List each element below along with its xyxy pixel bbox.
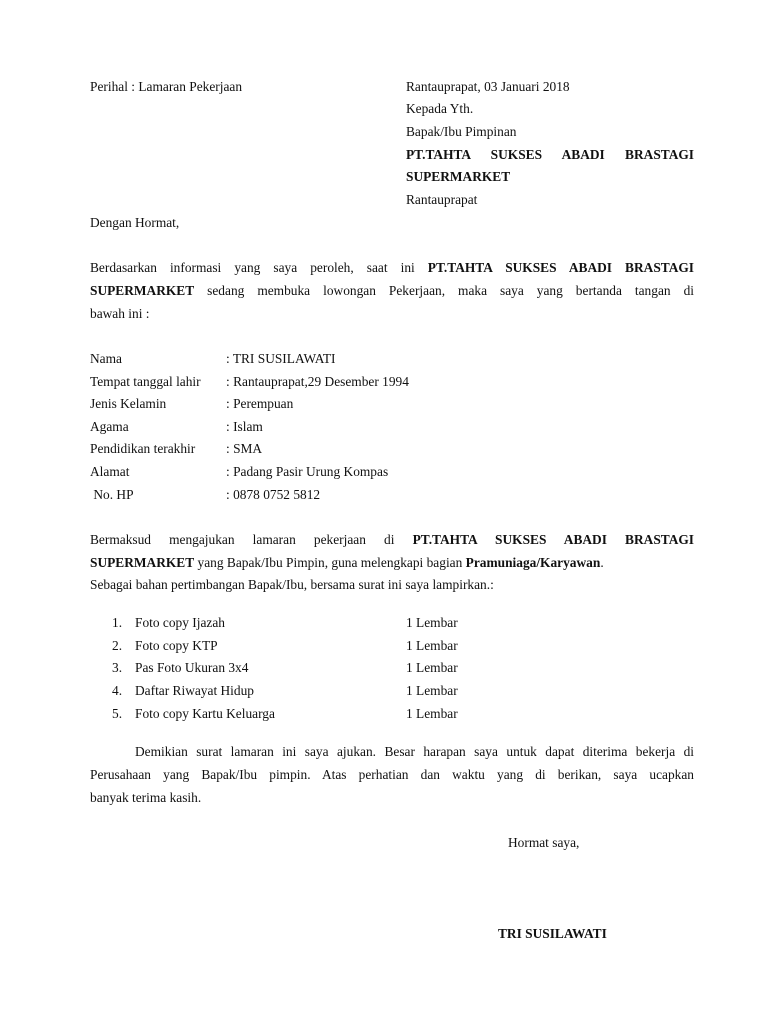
- list-quantity: 1 Lembar: [406, 615, 458, 630]
- identity-label: Nama: [90, 351, 122, 366]
- list-item: Foto copy Kartu Keluarga: [135, 706, 275, 721]
- list-quantity: 1 Lembar: [406, 706, 458, 721]
- list-quantity: 1 Lembar: [406, 638, 458, 653]
- purpose-company: PT.TAHTA SUKSES ABADI BRASTAGI: [412, 532, 694, 547]
- addressee-prefix: Kepada Yth.: [406, 101, 474, 116]
- intro-text-2: sedang membuka lowongan Pekerjaan, maka saya yang bertanda tangan di: [194, 283, 694, 298]
- identity-label: Alamat: [90, 464, 130, 479]
- intro-company: PT.TAHTA SUKSES ABADI BRASTAGI: [427, 260, 694, 275]
- list-quantity: 1 Lembar: [406, 660, 458, 675]
- company-name-line2: SUPERMARKET: [406, 169, 511, 184]
- intro-line-3: bawah ini :: [90, 306, 150, 321]
- identity-label: Agama: [90, 419, 129, 434]
- signoff: Hormat saya,: [508, 835, 580, 850]
- intro-text-1: Berdasarkan informasi yang saya peroleh, saat ini: [90, 260, 428, 275]
- identity-value: : 0878 0752 5812: [226, 487, 321, 502]
- list-item: Daftar Riwayat Hidup: [135, 683, 254, 698]
- purpose-line-3: Sebagai bahan pertimbangan Bapak/Ibu, bersama surat ini saya lampirkan.:: [90, 577, 494, 592]
- purpose-period: .: [600, 555, 604, 570]
- subject-line: Perihal : Lamaran Pekerjaan: [90, 79, 243, 94]
- closing-line-3: banyak terima kasih.: [90, 790, 202, 805]
- identity-value: : SMA: [226, 441, 263, 456]
- identity-value: : TRI SUSILAWATI: [226, 351, 336, 366]
- purpose-text-2: yang Bapak/Ibu Pimpin, guna melengkapi bagian: [194, 555, 466, 570]
- closing-line-1: Demikian surat lamaran ini saya ajukan. Besar harapan saya untuk dapat diterima bekerja di: [135, 744, 694, 759]
- list-item: Pas Foto Ukuran 3x4: [135, 660, 249, 675]
- closing-line-2: Perusahaan yang Bapak/Ibu pimpin. Atas perhatian dan waktu yang di berikan, saya ucapkan: [90, 767, 694, 782]
- addressee-title: Bapak/Ibu Pimpinan: [406, 124, 517, 139]
- purpose-company-cont: SUPERMARKET: [90, 555, 195, 570]
- purpose-line-1: [90, 532, 694, 548]
- intro-line-2: [90, 283, 694, 299]
- list-number: 3.: [112, 660, 123, 675]
- identity-value: : Islam: [226, 419, 263, 434]
- identity-value: : Rantauprapat,29 Desember 1994: [226, 374, 409, 389]
- list-item: Foto copy KTP: [135, 638, 218, 653]
- identity-value: : Padang Pasir Urung Kompas: [226, 464, 389, 479]
- purpose-position: Pramuniaga/Karyawan: [465, 555, 601, 570]
- list-number: 1.: [112, 615, 123, 630]
- identity-label: Pendidikan terakhir: [90, 441, 196, 456]
- list-number: 2.: [112, 638, 123, 653]
- place-date: Rantauprapat, 03 Januari 2018: [406, 79, 570, 94]
- addressee-city: Rantauprapat: [406, 192, 478, 207]
- intro-company-cont: SUPERMARKET: [90, 283, 195, 298]
- list-quantity: 1 Lembar: [406, 683, 458, 698]
- purpose-line-2: [90, 555, 604, 571]
- intro-line-1: [90, 260, 694, 276]
- company-name-line1: PT.TAHTA SUKSES ABADI BRASTAGI: [406, 147, 694, 162]
- greeting: Dengan Hormat,: [90, 215, 180, 230]
- list-number: 5.: [112, 706, 123, 721]
- list-item: Foto copy Ijazah: [135, 615, 225, 630]
- purpose-text-1: Bermaksud mengajukan lamaran pekerjaan di: [90, 532, 413, 547]
- identity-label: Jenis Kelamin: [90, 396, 167, 411]
- identity-value: : Perempuan: [226, 396, 294, 411]
- signature-name: TRI SUSILAWATI: [498, 926, 607, 941]
- list-number: 4.: [112, 683, 123, 698]
- identity-label: Tempat tanggal lahir: [90, 374, 201, 389]
- identity-label: No. HP: [90, 487, 134, 502]
